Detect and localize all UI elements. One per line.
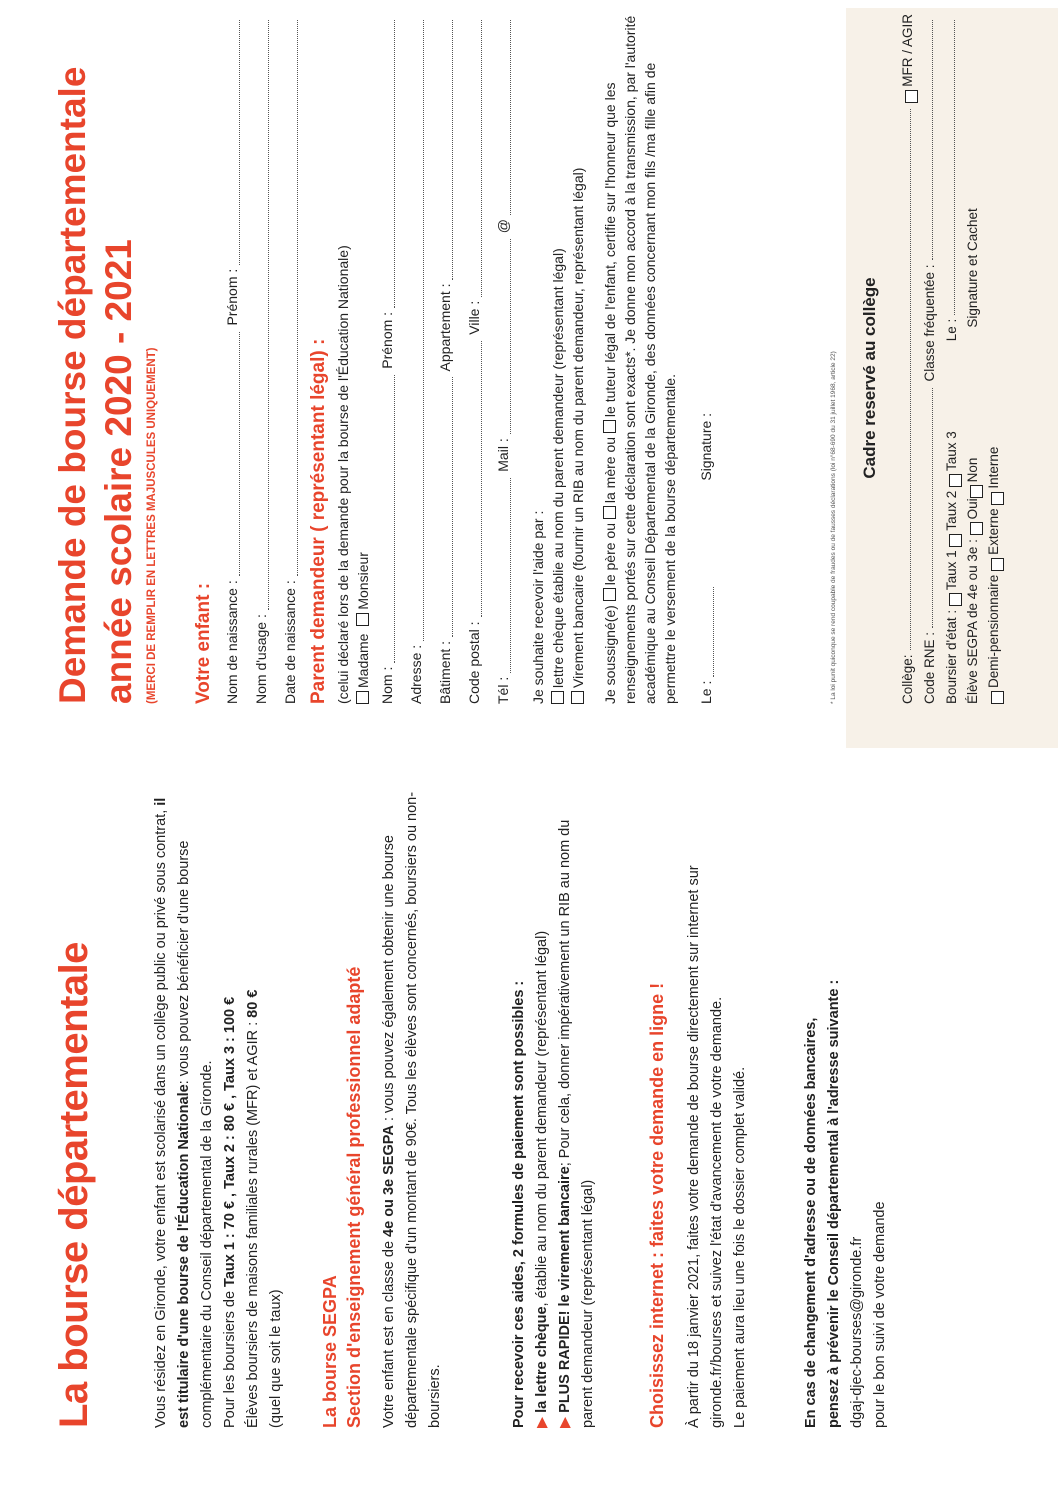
tel-field[interactable] <box>496 478 511 673</box>
form-title-line-1: Demande de bourse départementale <box>52 66 93 704</box>
cadre-le-label: Le : <box>944 318 959 342</box>
signature-row <box>692 14 721 704</box>
internet-title: Choisissez internet : faites votre demande en ligne ! <box>647 982 667 1428</box>
oui-label: Oui <box>965 498 980 520</box>
oui-checkbox[interactable] <box>970 522 983 535</box>
contact-bold-2: pensez à prévenir le Conseil départemental à l'adresse suivante : <box>826 979 842 1428</box>
internet-text-1: À partir du 18 janvier 2021, faites votre demande de bourse directement sur internet sur gironde.fr/bourses et suivez l'état d'avancement de votre demande. <box>686 865 725 1428</box>
cheque-option-label: lettre chèque établie au nom du parent demandeur (représentant légal) <box>550 248 566 688</box>
tel-label: Tél : <box>495 676 511 704</box>
parent-section-title: Parent demandeur ( représentant légal) : <box>308 338 329 704</box>
cheque-text: , établie au nom du parent demandeur (représentant légal) <box>534 930 550 1307</box>
at-sign: @ <box>495 219 511 234</box>
mere-label: la mère ou <box>602 436 618 504</box>
paiement-option-virement <box>554 788 600 1428</box>
batiment-label: Bâtiment : <box>437 640 453 704</box>
madame-label: Madame <box>355 633 371 688</box>
rne-label: Code RNE : <box>922 631 937 704</box>
signature-cachet-label: Signature et Cachet <box>965 208 980 328</box>
rne-field[interactable] <box>918 388 933 628</box>
interne-label: Interne <box>986 446 1001 489</box>
taux3-label: Taux 3 <box>944 431 959 472</box>
appartement-field[interactable] <box>438 20 453 280</box>
contact-bold-1: En cas de changement d'adresse ou de données bancaires, <box>803 1017 819 1428</box>
segpa-text-2: : vous pouvez également obtenir une bourse départementale spécifique d'un montant de 90€. Tous les élèves sont concernés, boursiers ou non-boursiers. <box>381 791 443 1428</box>
aide-option-cheque <box>548 14 568 704</box>
taux-amounts: Taux 1 : 70 € , Taux 2 : 80 € , Taux 3 : 100 € <box>222 996 238 1287</box>
cadre-title: Cadre reservé au collège <box>860 277 879 479</box>
college-label: Collège: <box>900 654 915 704</box>
taux-label: Pour les boursiers de <box>222 1286 238 1428</box>
mfr-label: Élèves boursiers de maisons familiales rurales (MFR) et AGIR : <box>245 1017 261 1428</box>
mail-field[interactable] <box>496 239 511 434</box>
internet-text-2: Le paiement aura lieu une fois le dossier complet validé. <box>732 1066 748 1428</box>
cheque-bold: la lettre chèque <box>534 1306 550 1413</box>
mfr-amount: 80 € <box>245 989 261 1018</box>
classe-label: Classe fréquentée : <box>922 264 937 382</box>
bullet-icon: ▶ <box>557 1416 573 1428</box>
nom-naissance-label: Nom de naissance : <box>224 580 240 704</box>
mail-label: Mail : <box>495 438 511 472</box>
college-field[interactable] <box>896 109 911 651</box>
declaration <box>600 14 680 704</box>
virement-option-label: Virement bancaire (fournir un RIB au nom du parent demandeur, représentant légal) <box>570 167 586 688</box>
date-naissance-field[interactable] <box>283 20 298 576</box>
intro-section <box>150 788 288 1428</box>
taux1-checkbox[interactable] <box>949 593 962 606</box>
paiement-option-cheque <box>531 788 554 1428</box>
intro-bold-1: il est titulaire d'une bourse de l'Éducation Nationale <box>153 797 192 1428</box>
parent-prenom-label: Prénom : <box>379 311 395 369</box>
code-postal-label: Code postal : <box>466 621 482 704</box>
code-postal-row <box>460 14 489 704</box>
civilite-row <box>353 14 373 704</box>
contact-row <box>489 14 518 704</box>
college-row <box>896 14 918 704</box>
pere-checkbox[interactable] <box>603 588 616 601</box>
enfant-nom-row <box>218 14 247 704</box>
segpa-text-1: Votre enfant est en classe de <box>381 1236 397 1428</box>
madame-checkbox[interactable] <box>356 691 369 704</box>
rne-row <box>918 14 940 704</box>
virement-bold: PLUS RAPIDE! le virement bancaire <box>557 1166 573 1413</box>
cadre-college <box>846 8 1058 748</box>
mfr-line <box>242 788 265 1428</box>
contact-section <box>800 788 892 1428</box>
virement-text: ; Pour cela, donner impérativement un RIB au nom du parent demandeur (représentant légal) <box>557 819 596 1428</box>
bullet-icon: ▶ <box>534 1416 550 1428</box>
declaration-text-2: l'honneur que les renseignements portés sur cette déclaration sont exacts*. Je donne mon accord à la transmission, par l'autorité académique au Conseil Départemental de la Gironde, des données concernant mon fils /ma fille afin de permettre le versement de la bourse départementale. <box>602 15 678 704</box>
externe-checkbox[interactable] <box>991 558 1004 571</box>
boursier-row <box>940 14 962 704</box>
info-title: La bourse départementale <box>52 942 96 1428</box>
tuteur-checkbox[interactable] <box>603 420 616 433</box>
date-naissance-row <box>276 14 305 704</box>
contact-text: pour le bon suivi de votre demande <box>872 1201 888 1428</box>
paiement-intro: Pour recevoir ces aides, 2 formules de paiement sont possibles : <box>511 980 527 1428</box>
regime-row <box>983 14 1004 704</box>
parent-nom-label: Nom : <box>379 666 395 704</box>
nom-usage-label: Nom d'usage : <box>253 614 269 704</box>
intro-text-2: : vous pouvez bénéficier d'une bourse complémentaire du Conseil départemental de la Gironde. <box>176 840 215 1428</box>
cadre-segpa-label: Élève SEGPA de 4e ou 3e : <box>965 539 980 704</box>
mfr-label: MFR / AGIR <box>900 14 915 87</box>
signature-label: Signature : <box>698 412 714 481</box>
non-label: Non <box>965 457 980 483</box>
taux2-checkbox[interactable] <box>949 534 962 547</box>
intro-text-1: Vous résidez en Gironde, votre enfant est scolarisé dans un collège public ou privé sous contrat, <box>153 805 169 1428</box>
contact-email[interactable]: dgaj-djec-bourses@gironde.fr <box>849 1236 865 1428</box>
enfant-section-title: Votre enfant : <box>193 582 214 704</box>
adresse-row <box>402 14 431 704</box>
classe-field[interactable] <box>918 20 933 260</box>
taux3-checkbox[interactable] <box>949 474 962 487</box>
parent-note: (celui déclaré lors de la demande pour la bourse de l'Éducation Nationale) <box>335 245 351 704</box>
tuteur-label: le tuteur légal de l'enfant, certifie sur <box>602 192 618 418</box>
mail-domain-field[interactable] <box>496 20 511 215</box>
enfant-prenom-field[interactable] <box>225 20 240 265</box>
segpa-bold: 4e ou 3e SEGPA <box>381 1125 397 1237</box>
enfant-prenom-label: Prénom : <box>224 268 240 326</box>
form-title-line-2: année scolaire 2020 - 2021 <box>98 239 139 704</box>
nom-usage-row <box>247 14 276 704</box>
segpa-title: La bourse SEGPA <box>320 1275 340 1428</box>
externe-label: Externe <box>986 508 1001 555</box>
intro-paragraph <box>150 788 219 1428</box>
boursier-label: Boursier d'état : <box>944 609 959 704</box>
virement-checkbox[interactable] <box>571 691 584 704</box>
appartement-label: Appartement : <box>437 283 453 372</box>
declaration-text-1: Je soussigné(e) <box>602 605 618 704</box>
mfr-note: (quel que soit le taux) <box>268 1289 284 1428</box>
interne-checkbox[interactable] <box>991 492 1004 505</box>
aide-intro: Je souhaite recevoir l'aide par : <box>530 510 546 704</box>
le-label: Le : <box>698 680 714 704</box>
date-field[interactable] <box>699 587 714 677</box>
nom-naissance-field[interactable] <box>225 332 240 577</box>
taux2-label: Taux 2 <box>944 490 959 531</box>
parent-prenom-field[interactable] <box>380 20 395 308</box>
parent-nom-field[interactable] <box>380 375 395 663</box>
paiement-section <box>508 788 600 1428</box>
segpa-paragraph <box>378 788 447 1428</box>
info-panel <box>0 748 1058 1496</box>
form-subtitle: (MERCI DE REMPLIR EN LETTRES MAJUSCULES UNIQUEMENT) <box>146 347 158 704</box>
batiment-field[interactable] <box>438 377 453 637</box>
segpa-row <box>962 14 983 704</box>
mere-checkbox[interactable] <box>603 506 616 519</box>
footnote: * La loi punit quiconque se rend coupable de fraudes ou de fausses déclarations (loi n°68-690 du 31 juillet 1968, article 22) <box>830 351 837 704</box>
mfr-checkbox[interactable] <box>905 90 918 103</box>
adresse-label: Adresse : <box>408 644 424 704</box>
form-body <box>190 14 721 704</box>
form-title <box>50 67 142 704</box>
batiment-row <box>431 14 460 704</box>
ville-field[interactable] <box>467 20 482 297</box>
monsieur-label: Monsieur <box>355 552 371 610</box>
taux1-label: Taux 1 <box>944 550 959 591</box>
cadre-date-field[interactable] <box>940 20 955 315</box>
pere-label: le père ou <box>602 523 618 586</box>
cheque-checkbox[interactable] <box>551 691 564 704</box>
segpa-subtitle: Section d'enseignement général professionnel adapté <box>344 966 364 1428</box>
code-postal-field[interactable] <box>467 341 482 618</box>
non-checkbox[interactable] <box>970 485 983 498</box>
aide-option-virement <box>568 14 588 704</box>
taux-line <box>219 788 242 1428</box>
demi-label: Demi-pensionnaire <box>986 574 1001 688</box>
adresse-field[interactable] <box>409 20 424 641</box>
cadre-content <box>896 14 1004 704</box>
nom-usage-field[interactable] <box>254 20 269 610</box>
demi-checkbox[interactable] <box>991 691 1004 704</box>
date-naissance-label: Date de naissance : <box>282 580 298 704</box>
parent-nom-row <box>373 14 402 704</box>
internet-section <box>645 788 752 1428</box>
segpa-section <box>318 788 447 1428</box>
ville-label: Ville : <box>466 300 482 335</box>
monsieur-checkbox[interactable] <box>356 613 369 626</box>
